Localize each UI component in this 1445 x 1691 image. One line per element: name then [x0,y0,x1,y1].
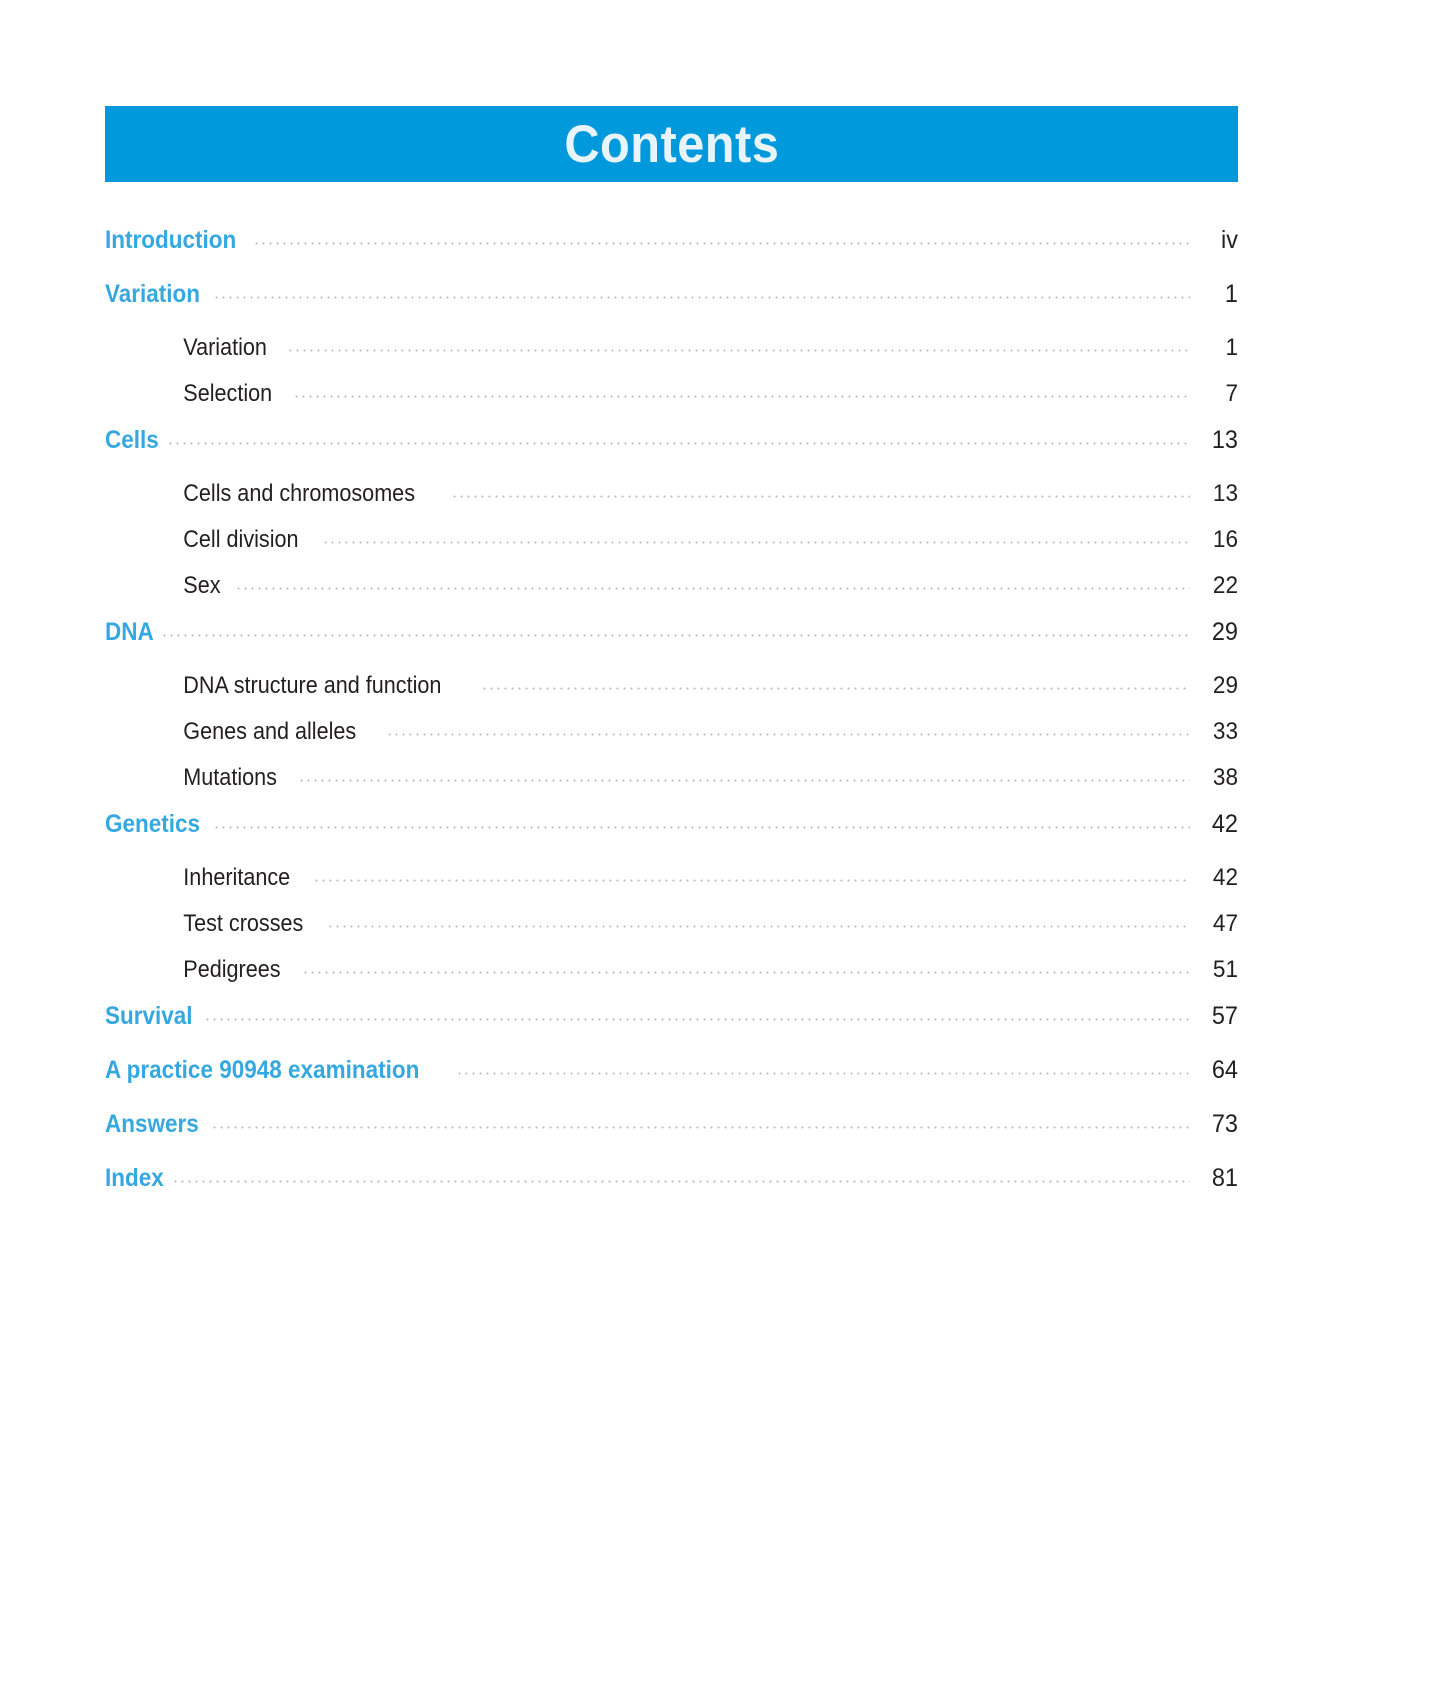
toc-entry-page-number: 81 [1211,1164,1238,1192]
toc-entry-label: Pedigrees [183,956,281,983]
toc-entry-label: Genetics [105,810,201,838]
toc-entry-label: Selection [183,380,273,407]
toc-entry-page-number: 42 [1212,864,1238,891]
toc-dot-leader [322,531,1190,547]
toc-entry-page-number: 51 [1212,956,1238,983]
toc-entry-label: Cells [105,426,159,454]
toc-entry-label: Variation [105,280,201,308]
toc-entry-label: Survival [105,1002,193,1030]
toc-dot-leader [386,723,1190,739]
toc-entry-label: Genes and alleles [183,718,357,745]
toc-entry-label: Answers [105,1110,199,1138]
toc-section-row[interactable] [105,1004,1238,1058]
contents-header-band [105,106,1238,182]
toc-entry-page-number: 29 [1211,618,1238,646]
toc-entry-label: Sex [183,572,221,599]
toc-dot-leader [204,1008,1190,1024]
toc-section-row[interactable] [105,1112,1238,1166]
toc-entry-page-number: 64 [1211,1056,1238,1084]
toc-entry-label: DNA structure and function [183,672,442,699]
toc-entry-page-number: 13 [1212,480,1238,507]
toc-dot-leader [293,385,1190,401]
toc-subsection-row[interactable] [105,674,1238,720]
toc-subsection-row[interactable] [105,336,1238,382]
toc-subsection-row[interactable] [105,866,1238,912]
toc-section-row[interactable] [105,1058,1238,1112]
toc-subsection-row[interactable] [105,528,1238,574]
toc-dot-leader [313,869,1190,885]
toc-entry-page-number: 57 [1211,1002,1238,1030]
toc-subsection-row[interactable] [105,574,1238,620]
toc-dot-leader [253,232,1190,248]
toc-entry-label: Mutations [183,764,277,791]
toc-subsection-row[interactable] [105,720,1238,766]
toc-dot-leader [172,1170,1190,1186]
toc-entry-page-number: 22 [1212,572,1238,599]
toc-entry-page-number: 1 [1224,280,1238,308]
toc-dot-leader [302,961,1190,977]
toc-entry-label: Cell division [183,526,299,553]
toc-dot-leader [327,915,1190,931]
toc-section-row[interactable] [105,1166,1238,1220]
toc-entry-label: DNA [105,618,154,646]
table-of-contents-list [105,228,1238,1220]
toc-dot-leader [213,286,1190,302]
toc-entry-page-number: 42 [1211,810,1238,838]
toc-section-row[interactable] [105,428,1238,482]
toc-entry-page-number: 29 [1212,672,1238,699]
toc-section-row[interactable] [105,812,1238,866]
toc-entry-label: Introduction [105,226,237,254]
toc-entry-page-number: iv [1221,226,1238,254]
toc-entry-page-number: 33 [1212,718,1238,745]
toc-section-row[interactable] [105,282,1238,336]
toc-subsection-row[interactable] [105,912,1238,958]
toc-entry-label: Test crosses [183,910,304,937]
toc-dot-leader [213,816,1190,832]
toc-entry-label: Cells and chromosomes [183,480,415,507]
toc-entry-page-number: 47 [1212,910,1238,937]
toc-subsection-row[interactable] [105,382,1238,428]
toc-entry-label: Variation [183,334,267,361]
toc-subsection-row[interactable] [105,766,1238,812]
page-title: Contents [564,114,779,174]
toc-subsection-row[interactable] [105,958,1238,1004]
toc-dot-leader [161,624,1190,640]
toc-dot-leader [481,677,1190,693]
toc-subsection-row[interactable] [105,482,1238,528]
toc-section-row[interactable] [105,228,1238,282]
toc-section-row[interactable] [105,620,1238,674]
toc-dot-leader [287,339,1190,355]
toc-dot-leader [167,432,1190,448]
toc-dot-leader [235,577,1190,593]
toc-entry-page-number: 13 [1211,426,1238,454]
toc-entry-page-number: 38 [1212,764,1238,791]
toc-entry-label: Index [105,1164,164,1192]
toc-entry-page-number: 1 [1225,334,1238,361]
toc-entry-label: Inheritance [183,864,291,891]
toc-entry-label: A practice 90948 examination [105,1056,420,1084]
toc-entry-page-number: 73 [1211,1110,1238,1138]
toc-dot-leader [456,1062,1190,1078]
toc-dot-leader [298,769,1190,785]
toc-entry-page-number: 7 [1225,380,1238,407]
toc-entry-page-number: 16 [1212,526,1238,553]
toc-dot-leader [211,1116,1190,1132]
toc-dot-leader [451,485,1190,501]
